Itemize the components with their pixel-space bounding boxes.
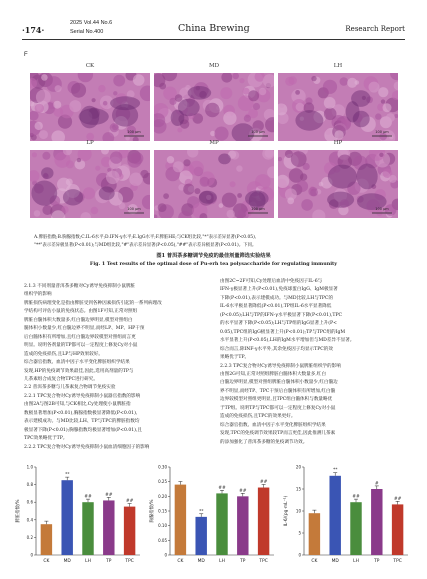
figure-title-cn: 图1 普洱茶多糖调节免疫的最佳剂量筛选实验结果 (156, 253, 271, 259)
header-rule (22, 39, 405, 40)
y-tick-label: 0 (298, 552, 301, 558)
y-tick-label: 0.10 (158, 523, 167, 529)
x-tick-label: LH (85, 559, 91, 564)
section-name: Research Report (345, 25, 405, 33)
y-tick-label: 1.0 (26, 464, 33, 470)
scale-bar-label: 100 μm (127, 130, 141, 134)
x-tick-label: MD (331, 559, 339, 564)
paragraph-line: 由图2A与图2B可知,与CK相比,Cy处理使小鼠脾脏指 (24, 402, 131, 408)
paragraph-line: 明显。说明各剂量的TP都可以一定程度上修复Cy对小鼠 (24, 343, 138, 349)
journal-name: China Brewing (178, 23, 250, 34)
significance-label: ** (332, 468, 338, 474)
paragraph-line: 学结构可评估小鼠的免疫状态。由图1F可知,正常对照组 (24, 309, 138, 315)
micrograph-lp (30, 140, 150, 218)
histology-image (30, 150, 150, 218)
bar-tp (103, 500, 114, 555)
significance-label: ## (218, 485, 226, 491)
section-heading: 2.2.3 TPC复合物对Cy诱导免疫抑制小鼠脾脏组织学的影响 (220, 363, 341, 369)
paragraph-line: 边界较模型对照组更明显,且TPC组白髓体积与数量略优 (220, 397, 333, 403)
paragraph-line: 发现,TPC的免疫调节效果较TP而言更佳,因此推测儿茶素 (220, 431, 336, 437)
paragraph-line: 的添加强化了普洱茶多糖的免疫调节功效。 (220, 439, 308, 445)
y-axis-label: 脾脏指数/% (16, 499, 21, 523)
significance-label: ** (64, 472, 70, 478)
y-axis-label: IL-6/(pg·mL⁻¹) (284, 495, 289, 527)
paragraph-line: 数极显著增加(P<0.01),胸腺指数极显著降低(P<0.01), (24, 410, 138, 416)
paragraph-line: IFN-γ极显著上升(P<0.01),免疫球蛋白IgG、IgM极显著 (220, 287, 338, 293)
y-axis-label: 胸腺指数/% (150, 499, 155, 523)
paragraph-line: 造成的免疫损伤,且TPC的效果更好。 (220, 414, 296, 420)
significance-label: ## (352, 494, 360, 500)
scale-bar-label: 100 μm (251, 130, 265, 134)
histology-image (154, 73, 274, 141)
bar-tpc (124, 507, 135, 555)
x-tick-label: LH (219, 559, 225, 564)
x-tick-label: TP (374, 559, 380, 564)
x-tick-label: MD (197, 559, 205, 564)
y-tick-label: 0.4 (26, 517, 33, 523)
paragraph-line: 脾脏白髓体积大数量多,红白髓边界明显,模型对照组白 (24, 317, 133, 323)
bar-tp (237, 496, 248, 555)
chart-c (283, 465, 408, 565)
paragraph-line: 白髓边界明显,模型对照组脾脏白髓体积小数量少,红白髓边 (220, 380, 338, 386)
micrograph-lh (278, 63, 398, 141)
paragraph-line: 下降(P<0.01),表示建模成功。与MD比较,LH与TPC的 (220, 295, 334, 301)
figure-legend-line-1: A.脾脏指数;B.胸腺指数;C.IL-6水平;D.IFN-γ水平;E.IgG水平;F.脾脏HE;与CK组比较,"*"表示差异显著(P<0.05), (34, 235, 257, 240)
micrograph-label: CK (85, 63, 95, 69)
bar-lh (216, 493, 227, 555)
figure-f-panel-label: F (24, 52, 28, 58)
x-tick-label: TPC (393, 559, 402, 564)
significance-label: # (374, 481, 379, 487)
paragraph-line: 儿茶素组合成复合物TPC进行研究。 (24, 376, 98, 382)
micrograph-hp (278, 140, 398, 218)
bar-ck (309, 513, 320, 555)
section-heading: 2.2.1 TPC复合物对Cy诱导免疫抑制小鼠器官指数的影响 (24, 393, 141, 399)
section-heading: 组织学的影响 (24, 292, 52, 298)
significance-label: ## (125, 499, 134, 505)
histology-image (154, 150, 274, 218)
y-tick-label: 0.20 (158, 493, 167, 499)
y-tick-label: 0.2 (26, 534, 33, 540)
bar-charts (0, 459, 427, 579)
serial-label: Serial No.400 (70, 29, 104, 35)
page-number: ·174· (22, 25, 45, 35)
paragraph-line: 由图2C~2F可知,Cy处理后血清中免疫因子IL-6与 (220, 279, 323, 284)
y-tick-label: 0.8 (26, 482, 33, 488)
paragraph-line: 于TP组。说明TP与TPC都可以一定程度上修复Cy对小鼠 (220, 405, 336, 411)
y-tick-label: 0.15 (158, 508, 167, 514)
x-tick-label: LH (353, 559, 359, 564)
bar-md (329, 476, 340, 555)
figure-legend-line-2: "**"表示差异极显著(P<0.01);与MD组比较,"#"表示差异显著(P<0.05),"##"表示差异极显著(P<0.01)。下同。 (34, 243, 257, 248)
paragraph-line: 脾脏损伤病理变化是指由脾脏受到各种因素损伤引起的一系列病理改 (24, 300, 162, 306)
paragraph-line: 造成的免疫损伤,且LP与HP效果较好。 (24, 351, 104, 357)
paragraph-line: 极显著下降(P<0.01);胸腺指数均极显著增加(P<0.01),且 (24, 427, 143, 433)
paragraph-line: 综合器官指数、血清中因子水平变化脾脏组织学结果 (220, 422, 326, 428)
issue-label: 2025 Vol.44 No.6 (70, 20, 113, 26)
y-tick-label: 10 (295, 508, 301, 514)
y-tick-label: 0.6 (26, 499, 33, 505)
micrograph-label: MD (208, 63, 220, 69)
paragraph-line: 0.05),TPC组的IgG极显著上升(P<0.01);TP与TPC组的IgM (220, 329, 346, 335)
scale-bar-label: 100 μm (375, 207, 389, 211)
histology-image (278, 73, 398, 141)
bar-lh (82, 502, 93, 555)
x-tick-label: TP (240, 559, 246, 564)
significance-label: ## (393, 496, 402, 502)
paragraph-line: 界不明显,而经TP、TPC干预后白髓体积有所增加,红白髓 (220, 388, 336, 394)
y-tick-label: 0 (30, 552, 33, 558)
paragraph-line: 果略优于TP。 (220, 355, 250, 361)
x-tick-label: CK (43, 559, 50, 564)
y-tick-label: 20 (295, 464, 301, 470)
bar-tpc (392, 504, 403, 555)
bar-md (195, 517, 206, 555)
micrograph-md (154, 63, 274, 141)
bar-md (61, 480, 72, 555)
paragraph-line: 的水平显著下降(P<0.05);LH与TP组的IgG显著上升(P< (220, 321, 337, 327)
x-tick-label: CK (311, 559, 318, 564)
y-tick-label: 5 (298, 530, 301, 536)
section-heading: 2.2.2 TPC复合物对Cy诱导免疫抑制小鼠血清细胞因子的影响 (24, 444, 150, 450)
bar-lh (350, 502, 361, 555)
x-tick-label: CK (177, 559, 184, 564)
histology-image (278, 150, 398, 218)
paragraph-line: TPC效果略优于TP。 (24, 436, 68, 442)
paragraph-line: 髓体积小数量少,红白髓边界不明显,而经LP、MP、HP干预 (24, 326, 145, 332)
significance-label: ## (259, 479, 268, 485)
paragraph-line: 综合而言,除INF-γ水平外,其余免疫因子均显示TPC的效 (220, 346, 333, 352)
section-heading: 2.1.3 不同剂量普洱茶多糖对Cy诱导免疫抑制小鼠脾脏 (24, 284, 136, 289)
y-tick-label: 0 (164, 552, 167, 558)
paragraph-line: 由图2G可知,正常对照组脾脏白髓体积大数量多,红白 (220, 371, 326, 377)
bar-ck (175, 485, 186, 555)
scale-bar-label: 100 μm (375, 130, 389, 134)
section-heading: 2.2 普洱茶多糖与儿茶素复合物调节免疫实验 (24, 385, 116, 391)
micrograph-label: LH (333, 63, 343, 69)
x-tick-label: TPC (125, 559, 134, 564)
y-tick-label: 0.05 (158, 537, 167, 543)
paragraph-line: (P<0.05);LH与TP的IFN-γ水平极显著下降(P<0.01),TPC (220, 312, 343, 318)
significance-label: ## (239, 488, 247, 494)
micrograph-mp (154, 140, 274, 218)
micrograph-label: MP (209, 140, 219, 146)
micrograph-label: HP (333, 140, 343, 146)
y-tick-label: 0.30 (158, 464, 167, 470)
significance-label: ## (105, 492, 113, 498)
bar-tpc (258, 488, 269, 555)
chart-b (148, 465, 274, 565)
histology-image (30, 73, 150, 141)
y-tick-label: 0.25 (158, 479, 167, 485)
paragraph-line: IL-6水平极显著降低(P<0.01),TP组IL-6水平显著降低 (220, 304, 332, 310)
x-tick-label: TP (106, 559, 112, 564)
paragraph-line: 表示建模成功。与MD比较,LH、TP与TPC的脾脏指数均 (24, 419, 140, 425)
paragraph-line: 发现,HP的免疫调节效果最佳,因此,选用高剂量的TP与 (24, 368, 134, 374)
y-tick-label: 15 (295, 486, 301, 492)
x-tick-label: MD (63, 559, 71, 564)
paragraph-line: 水平显著上升(P<0.05),LH的IgM水平增加但与MD差异不显著。 (220, 338, 355, 344)
micrograph-label: LP (86, 140, 94, 146)
chart-a (14, 465, 140, 565)
scale-bar-label: 100 μm (251, 207, 265, 211)
paragraph-line: 后白髓体积有所增加,且红白髓边界较模型对照组而言更 (24, 334, 136, 340)
bar-tp (371, 489, 382, 555)
micrograph-ck (30, 63, 150, 141)
significance-label: ## (84, 494, 92, 500)
paragraph-line: 综合器官指数、血清中因子水平变化脾脏组织学结果 (24, 360, 130, 366)
figure-title-en: Fig. 1 Test results of the optimal dose of Pu-erh tea polysaccharide for regulating immunity (89, 261, 338, 267)
scale-bar-label: 100 μm (127, 207, 141, 211)
significance-label: ** (198, 509, 204, 515)
x-tick-label: TPC (259, 559, 268, 564)
bar-ck (41, 524, 52, 555)
